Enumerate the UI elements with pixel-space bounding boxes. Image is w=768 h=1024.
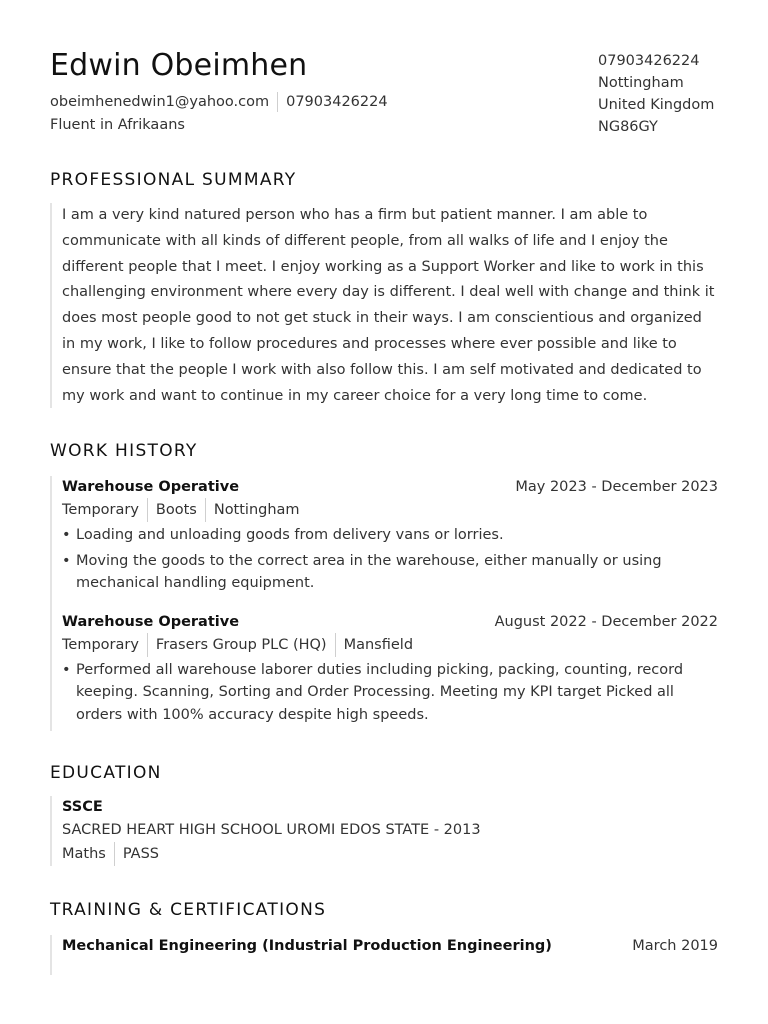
job-entry — [62, 611, 718, 727]
job-entry — [62, 476, 718, 595]
summary-text: I am a very kind natured person who has a firm but patient manner. I am able to communicate with all kinds of different people, from all walks of life and I enjoy the different people that I meet. I enjoy working as a Support Worker and like to work in this challenging environment where every day is different. I deal well with change and think it does most people good to not get stuck in their ways. I am conscientious and organized in my work, I like to follow procedures and processes where ever possible and like to ensure that the people I work with also follow this. I am self motivated and dedicated to my work and want to continue in my career choice for a very long time to come. — [62, 207, 715, 404]
training-item — [62, 935, 718, 957]
job-company: Frasers Group PLC (HQ) — [147, 633, 327, 657]
job-location: Nottingham — [205, 498, 300, 522]
job-bullet: • Moving the goods to the correct area in the warehouse, either manually or using mechanical handling equipment. — [62, 550, 718, 595]
address-postcode: NG86GY — [598, 119, 658, 135]
language-text: Fluent in Afrikaans — [50, 117, 185, 133]
job-bullet: • Performed all warehouse laborer duties including picking, packing, counting, record keeping. Scanning, Sorting and Order Processing. Meeting my KPI target Picked all orders with 100% accuracy despite high speeds. — [62, 659, 718, 727]
job-company: Boots — [147, 498, 197, 522]
address-block — [598, 50, 714, 138]
training-name: Mechanical Engineering (Industrial Production Engineering) — [62, 938, 552, 954]
work-history-heading: WORK HISTORY — [50, 441, 198, 461]
education-heading: EDUCATION — [50, 763, 162, 783]
job-dates: August 2022 - December 2022 — [494, 613, 718, 630]
education-result: PASS — [114, 842, 159, 866]
candidate-name: Edwin Obeimhen — [50, 48, 308, 83]
summary-section — [50, 203, 718, 408]
training-date: March 2019 — [632, 938, 718, 954]
job-title: Warehouse Operative — [62, 613, 240, 630]
job-bullet: • Loading and unloading goods from delivery vans or lorries. — [62, 524, 718, 547]
job-type: Temporary — [62, 502, 139, 518]
education-school: SACRED HEART HIGH SCHOOL UROMI EDOS STATE - 2013 — [62, 822, 481, 838]
job-bullets — [62, 659, 718, 727]
work-history-section — [50, 476, 718, 731]
training-section — [50, 935, 718, 975]
address-city: Nottingham — [598, 75, 684, 91]
summary-heading: PROFESSIONAL SUMMARY — [50, 170, 297, 190]
education-subject: Maths — [62, 846, 106, 862]
job-meta — [62, 498, 718, 522]
job-type: Temporary — [62, 636, 139, 653]
education-degree: SSCE — [62, 799, 103, 815]
job-location: Mansfield — [335, 633, 413, 657]
education-section — [50, 796, 718, 866]
education-meta — [62, 842, 718, 866]
job-meta — [62, 633, 718, 657]
training-heading: TRAINING & CERTIFICATIONS — [50, 900, 327, 920]
job-title: Warehouse Operative — [62, 479, 240, 495]
phone-text: 07903426224 — [277, 92, 387, 112]
address-country: United Kingdom — [598, 97, 715, 113]
address-phone: 07903426224 — [598, 53, 700, 69]
job-dates: May 2023 - December 2023 — [515, 479, 718, 495]
job-bullets — [62, 524, 718, 595]
email-text: obeimhenedwin1@yahoo.com — [50, 94, 270, 110]
contact-line — [50, 92, 388, 112]
